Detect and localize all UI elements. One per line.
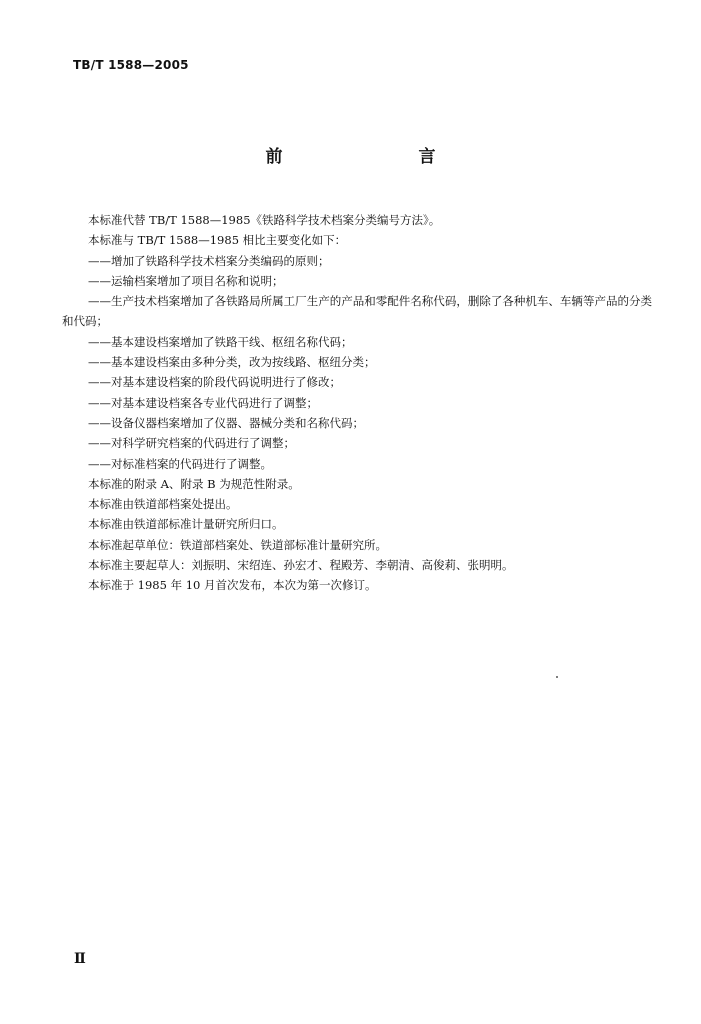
page-title: 前 言	[265, 147, 470, 167]
foreword-body	[62, 210, 652, 596]
page-number: Ⅱ	[74, 951, 86, 967]
paragraph-changes-intro: 本标准与 TB/T 1588—1985 相比主要变化如下：	[88, 233, 347, 248]
standard-code-header: TB/T 1588—2005	[73, 58, 189, 72]
change-item: ——对科学研究档案的代码进行了调整；	[88, 436, 295, 451]
change-item: ——运输档案增加了项目名称和说明；	[88, 273, 284, 288]
change-item: ——生产技术档案增加了各铁路局所属工厂生产的产品和零配件名称代码，删除了各种机车、车辆等产品的分类和代码；	[62, 294, 652, 329]
change-item: ——对基本建设档案的阶段代码说明进行了修改；	[88, 375, 341, 390]
change-item: ——对基本建设档案各专业代码进行了调整；	[88, 395, 318, 410]
paragraph-replaces: 本标准代替 TB/T 1588—1985《铁路科学技术档案分类编号方法》。	[88, 213, 441, 227]
change-item: ——对标准档案的代码进行了调整。	[88, 456, 272, 471]
change-item: ——增加了铁路科学技术档案分类编码的原则；	[88, 253, 330, 268]
paragraph-under-jurisdiction: 本标准由铁道部标准计量研究所归口。	[88, 517, 284, 532]
change-item: ——基本建设档案由多种分类，改为按线路、枢纽分类；	[88, 355, 376, 370]
paragraph-annexes: 本标准的附录 A、附录 B 为规范性附录。	[88, 476, 300, 491]
change-item: ——基本建设档案增加了铁路干线、枢纽名称代码；	[88, 334, 353, 349]
paragraph-proposed-by: 本标准由铁道部档案处提出。	[88, 497, 238, 512]
paragraph-release-history: 本标准于 1985 年 10 月首次发布，本次为第一次修订。	[88, 578, 377, 593]
paragraph-drafters: 本标准主要起草人：刘振明、宋绍连、孙宏才、程殿芳、李朝清、高俊莉、张明明。	[88, 558, 514, 573]
paragraph-drafting-units: 本标准起草单位：铁道部档案处、铁道部标准计量研究所。	[88, 537, 387, 552]
scan-speck	[556, 676, 558, 678]
change-item: ——设备仪器档案增加了仪器、器械分类和名称代码；	[88, 415, 364, 430]
